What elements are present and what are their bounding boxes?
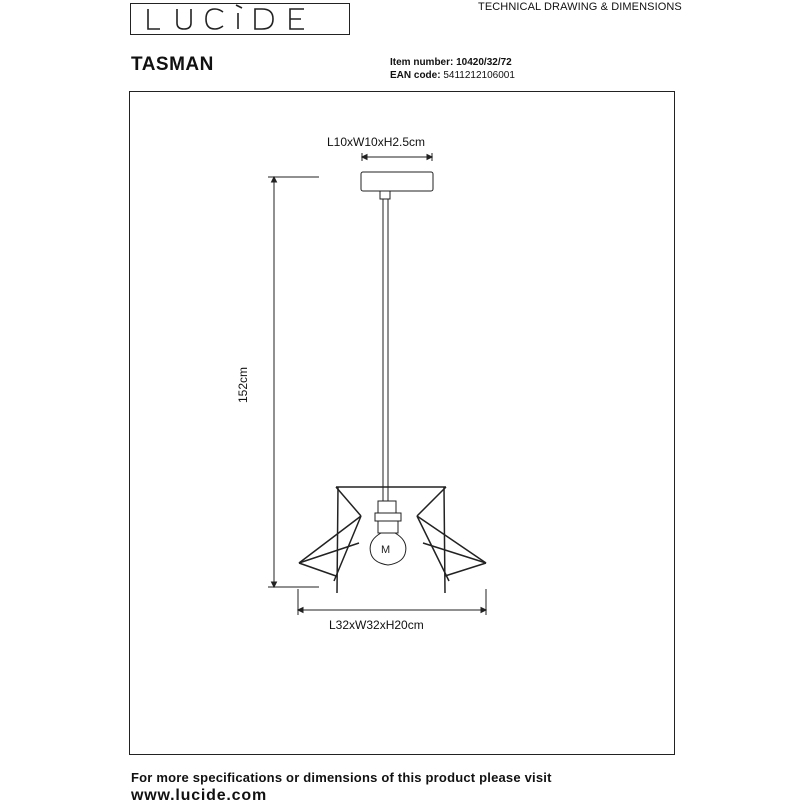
- brand-logo: [130, 3, 350, 35]
- bulb-filament-mark: M: [381, 544, 391, 556]
- product-meta: [390, 56, 515, 82]
- footer-url[interactable]: www.lucide.com: [131, 787, 267, 804]
- document-type: TECHNICAL DRAWING & DIMENSIONS: [478, 1, 682, 13]
- canopy: [361, 172, 433, 191]
- suspension-rod: [383, 191, 388, 503]
- height-dimension-line: [268, 177, 319, 587]
- total-height: 152cm: [236, 366, 251, 404]
- shade-dimension-line: [298, 589, 486, 615]
- footer-notice: For more specifications or dimensions of this product please visit: [131, 770, 552, 785]
- ean-code: 5411212106001: [443, 70, 515, 81]
- item-number-label: Item number:: [390, 57, 454, 68]
- ean-label: EAN code:: [390, 70, 441, 81]
- pendant-lamp-drawing: [129, 91, 675, 755]
- canopy-dimension-line: [362, 153, 432, 161]
- product-name: TASMAN: [131, 54, 214, 75]
- item-number-row: [390, 56, 515, 69]
- shade-dimensions: L32xW32xH20cm: [329, 618, 424, 632]
- item-number: 10420/32/72: [456, 57, 512, 68]
- canopy-dimensions: L10xW10xH2.5cm: [327, 135, 426, 149]
- lamp-socket: [378, 501, 396, 513]
- ean-row: [390, 69, 515, 82]
